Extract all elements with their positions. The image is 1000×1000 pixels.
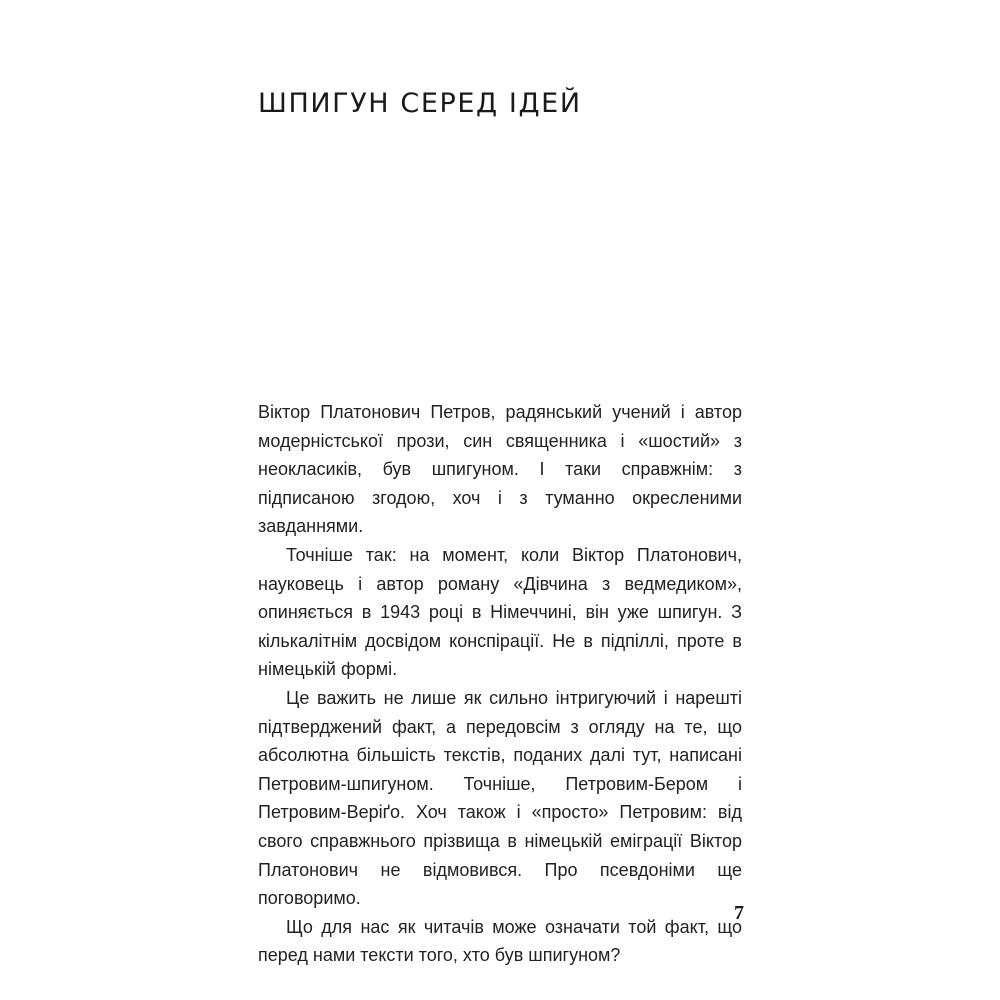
page-number: 7 [734,902,744,924]
paragraph-3: Це важить не лише як сильно інтригуючий і нарешті підтверджений факт, а передовсім з огляду на те, що абсолютна більшість текстів, поданих далі тут, написані Петровим-шпигуном. Точніше, Петровим-Бером і Петровим-Верiґо. Хоч також і «просто» Петровим: від свого справжнього прізвища в німецькій еміграції Віктор Платонович не відмовився. Про псевдоніми ще поговоримо. [258,687,742,909]
paragraph-4: Що для нас як читачів може означати той факт, що перед нами тексти того, хто був шпигуном? [258,916,742,966]
paragraph-1: Віктор Платонович Петров, радянський учений і автор модерністської прози, син священника і «шостий» з неокласиків, був шпигуном. І таки справжнім: з підписаною згодою, хоч і з туманно окресленими завданнями. [258,402,742,537]
paragraph-2: Точніше так: на момент, коли Віктор Платонович, науковець і автор роману «Дівчина з ведмедиком», опиняється в 1943 році в Німеччині, він уже шпигун. З кількалітнім досвідом конспірації. Не в підпіллі, проте в німецькій формі. [258,544,742,680]
body-text [258,398,742,970]
chapter-title: ШПИГУН СЕРЕД ІДЕЙ [258,88,582,119]
